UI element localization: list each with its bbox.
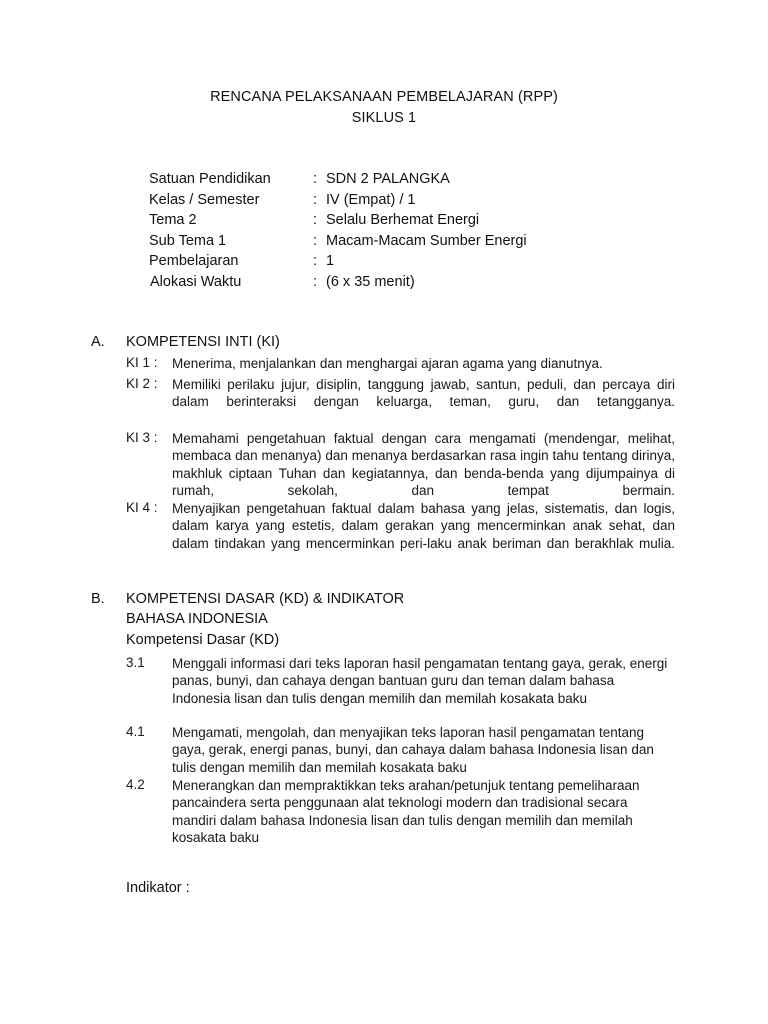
ki-item [126,376,675,428]
kd-number: 4.2 [126,777,145,792]
identity-value: Macam-Macam Sumber Energi [326,232,527,249]
ki-text: Menyajikan pengetahuan faktual dalam bahasa yang jelas, sistematis, dan logis, dalam karya yang estetis, dalam gerakan yang mencerminkan anak sehat, dan dalam tindakan yang mencerminkan peri-laku anak beriman dan berakhlak mulia. [172,501,675,551]
identity-colon: : [313,232,318,249]
ki-item [126,500,675,570]
section-b-title: KOMPETENSI DASAR (KD) & INDIKATOR [126,591,405,607]
subject-heading: BAHASA INDONESIA [126,611,268,627]
kd-text: Menggali informasi dari teks laporan hasil pengamatan tentang gaya, gerak, energi panas, bunyi, dan cahaya dengan bantuan guru dan teman dalam bahasa Indonesia lisan dan tulis dengan memilih dan memilah kosakata baku [172,656,668,706]
identity-colon: : [313,273,318,290]
kd-item [126,655,675,707]
section-a-letter: A. [91,334,105,350]
ki-number: KI 4 : [126,500,158,515]
document-title: RENCANA PELAKSANAAN PEMBELAJARAN (RPP) [210,89,558,105]
identity-label: Sub Tema 1 [149,232,227,249]
ki-number: KI 1 : [126,355,158,370]
identity-label: Pembelajaran [149,253,239,269]
identity-value: IV (Empat) / 1 [326,191,416,208]
identity-value: Selalu Berhemat Energi [326,212,480,228]
identity-value: SDN 2 PALANGKA [326,171,450,187]
kd-number: 3.1 [126,655,145,670]
kd-item [126,724,675,776]
identity-colon: : [313,212,318,228]
ki-number: KI 2 : [126,376,158,391]
ki-number: KI 3 : [126,430,158,445]
kd-number: 4.1 [126,724,145,739]
identity-label: Kelas / Semester [149,191,260,208]
identity-value: (6 x 35 menit) [326,273,415,290]
identity-colon: : [313,253,318,269]
section-b-letter: B. [91,591,105,607]
identity-label: Satuan Pendidikan [149,171,271,187]
identity-label: Alokasi Waktu [150,273,242,290]
ki-item [126,355,675,372]
identity-value: 1 [326,253,335,269]
kd-heading: Kompetensi Dasar (KD) [126,632,280,648]
identity-colon: : [313,191,318,208]
ki-text: Memahami pengetahuan faktual dengan cara mengamati (mendengar, melihat, membaca dan menanya) dan menanya berdasarkan rasa ingin tahu tentang dirinya, makhluk ciptaan Tuhan dan kegiatannya, dan benda-benda yang dijumpainya di rumah, sekolah, dan tempat bermain. [172,431,675,499]
ki-text: Menerima, menjalankan dan menghargai ajaran agama yang dianutnya. [172,356,603,371]
kd-item [126,777,675,847]
kd-text: Menerangkan dan mempraktikkan teks arahan/petunjuk tentang pemeliharaan pancaindera serta penggunaan alat teknologi modern dan tradisional secara mandiri dalam bahasa Indonesia lisan dan tulis dengan memilih dan memilah kosakata baku [172,778,640,846]
indikator-label: Indikator : [126,880,190,896]
ki-text: Memiliki perilaku jujur, disiplin, tanggung jawab, santun, peduli, dan percaya diri dalam berinteraksi dengan keluarga, teman, guru, dan tetangganya. [172,377,675,410]
cycle-title: SIKLUS 1 [351,110,417,126]
identity-label: Tema 2 [149,212,197,228]
kd-text: Mengamati, mengolah, dan menyajikan teks laporan hasil pengamatan tentang gaya, gerak, energi panas, bunyi, dan cahaya dalam bahasa Indonesia lisan dan tulis dengan memilih dan memilah kosakata baku [172,725,654,775]
section-a-title: KOMPETENSI INTI (KI) [126,334,280,350]
identity-colon: : [313,171,318,187]
